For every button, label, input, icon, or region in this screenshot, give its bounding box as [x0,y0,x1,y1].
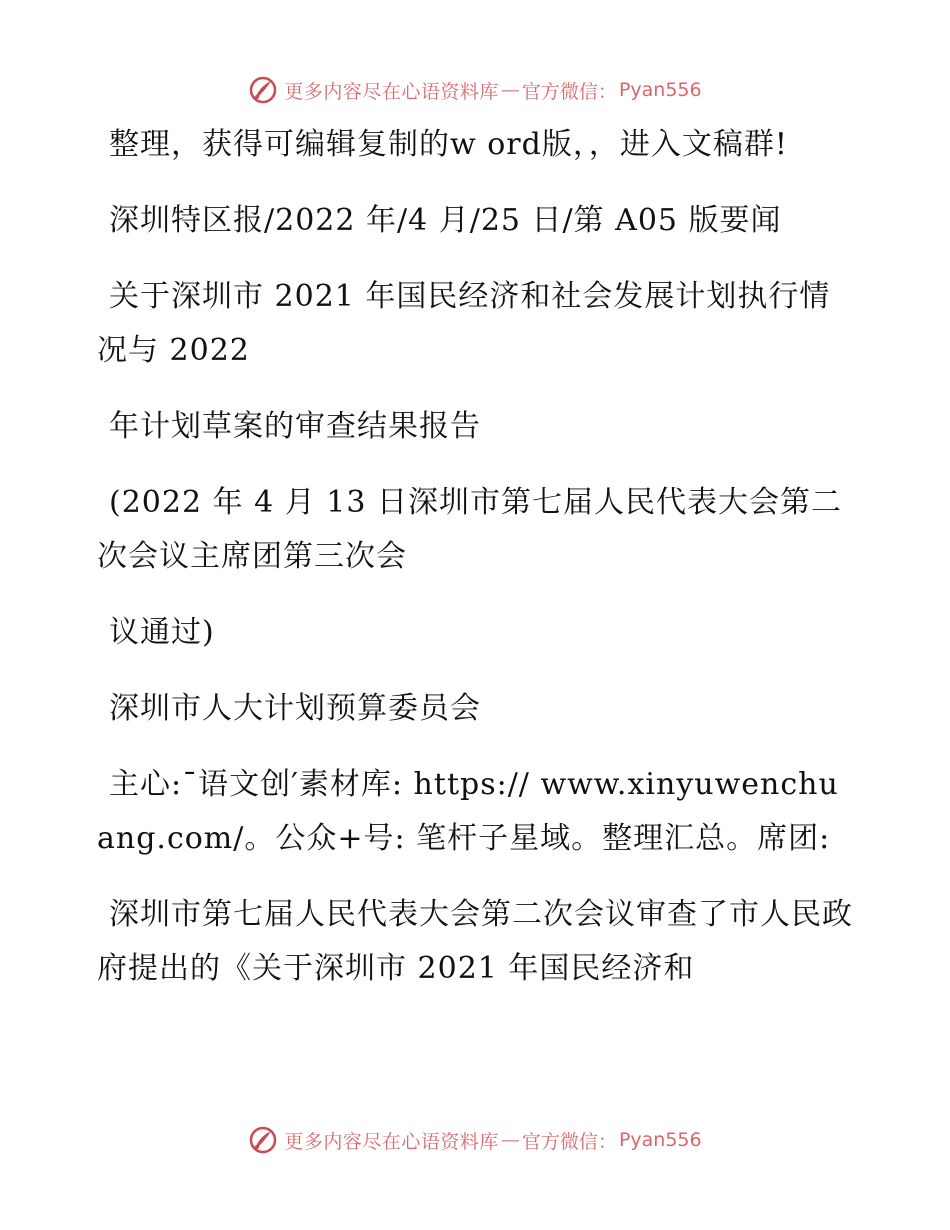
watermark-separator: — [500,1129,520,1151]
paragraph: 议通过) [109,615,215,650]
brush-logo-icon [248,1125,278,1155]
paragraph: 关于深圳市 2021 年国民经济和社会发展计划执行情况与 2022 [97,279,831,368]
document-body [97,118,857,1018]
watermark-label: 官方微信： [521,1130,617,1153]
watermark-text: 更多内容尽在心语资料库 [284,80,499,103]
paragraph: 深圳特区报/2022 年/4 月/25 日/第 A05 版要闻 [109,203,782,238]
watermark-separator: — [500,79,520,101]
paragraph: 整理，获得可编辑复制的w ord版，，进入文稿群! [109,127,788,162]
paragraph: 深圳市人大计划预算委员会 [109,691,481,726]
watermark-text: 更多内容尽在心语资料库 [284,1130,499,1153]
watermark-wechat-id: Pyan556 [618,1129,702,1151]
paragraph: 深圳市第七届人民代表大会第二次会议审查了市人民政府提出的《关于深圳市 2021 年国民经济和 [97,897,853,986]
header-watermark [0,72,950,108]
watermark-wechat-id: Pyan556 [618,79,702,101]
footer-watermark [0,1122,950,1158]
brush-logo-icon [248,75,278,105]
watermark-label: 官方微信： [521,80,617,103]
paragraph: 年计划草案的审查结果报告 [109,409,481,444]
paragraph: (2022 年 4 月 13 日深圳市第七届人民代表大会第二次会议主席团第三次会 [97,485,842,574]
paragraph: 主心:¯语文创′素材库: https:// www.xinyuwenchuang.com/。公众+号: 笔杆子星域。整理汇总。席团: [97,767,839,856]
